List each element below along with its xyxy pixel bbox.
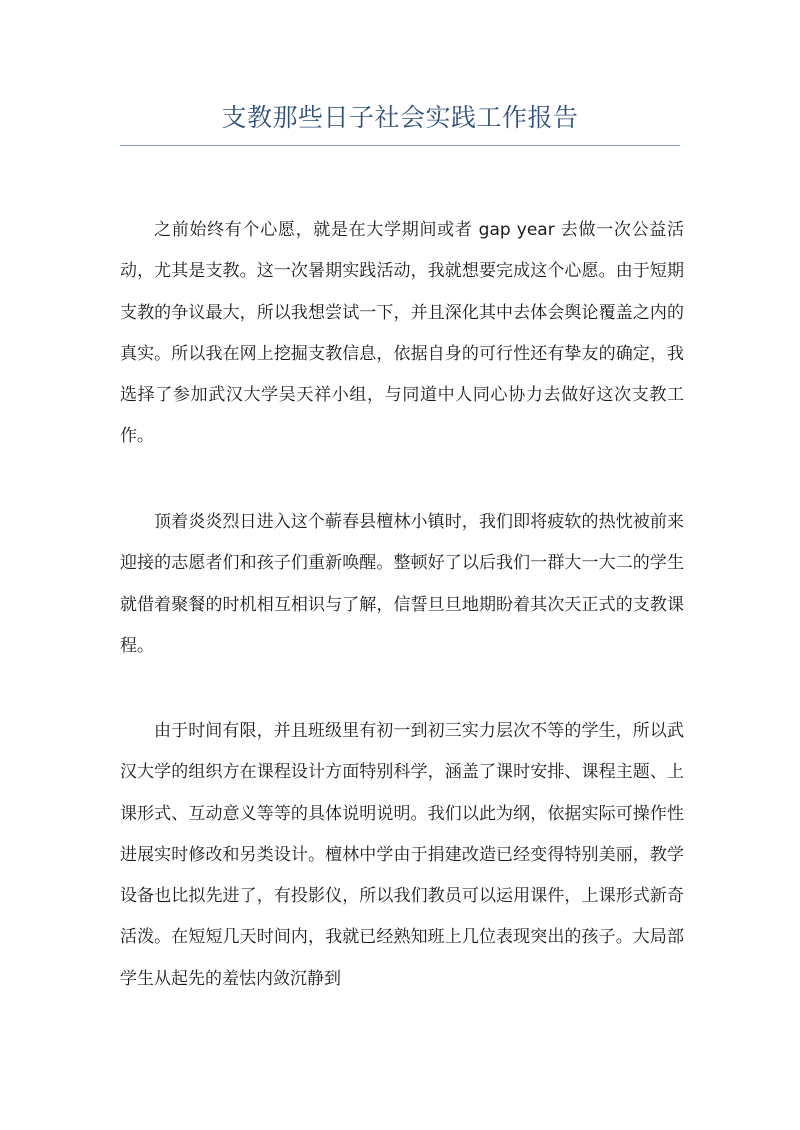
paragraph-1: 之前始终有个心愿，就是在大学期间或者 gap year 去做一次公益活动，尤其是支教。这一次暑期实践活动，我就想要完成这个心愿。由于短期支教的争议最大，所以我想尝试一下，并且深化其中去体会舆论覆盖之内的真实。所以我在网上挖掘支教信息，依据自身的可行性还有挚友的确定，我选择了参加武汉大学吴天祥小组，与同道中人同心协力去做好这次支教工作。	[120, 220, 684, 447]
document-title: 支教那些日子社会实践工作报告	[221, 103, 579, 132]
paragraph-3: 由于时间有限，并且班级里有初一到初三实力层次不等的学生，所以武汉大学的组织方在课程设计方面特别科学，涵盖了课时安排、课程主题、上课形式、互动意义等等的具体说明说明。我们以此为纲，依据实际可操作性进展实时修改和另类设计。檀林中学由于捐建改造已经变得特别美丽，教学设备也比拟先进了，有投影仪，所以我们教员可以运用课件，上课形式新奇活泼。在短短几天时间内，我就已经熟知班上几位表现突出的孩子。大局部学生从起先的羞怯内敛沉静到	[120, 721, 684, 989]
title-underline	[120, 145, 680, 146]
paragraph-2: 顶着炎炎烈日进入这个蕲春县檀林小镇时，我们即将疲软的热忱被前来迎接的志愿者们和孩子们重新唤醒。整顿好了以后我们一群大一大二的学生就借着聚餐的时机相互相识与了解，信誓旦旦地期盼着其次天正式的支教课程。	[120, 512, 684, 656]
